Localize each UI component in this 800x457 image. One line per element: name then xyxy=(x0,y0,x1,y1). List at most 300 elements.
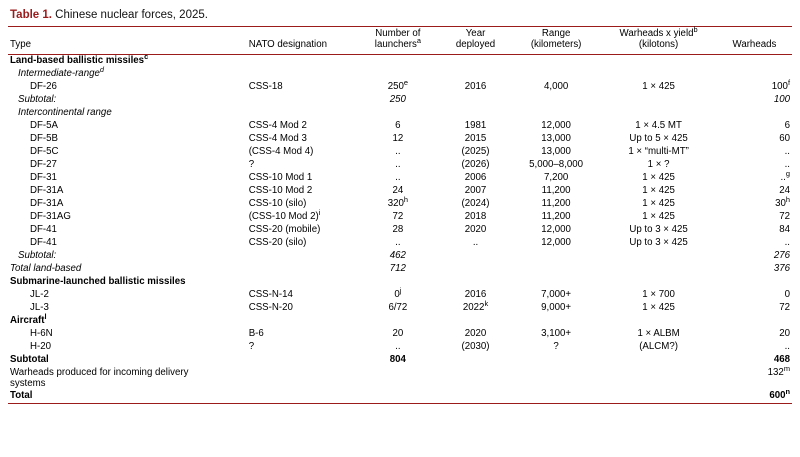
cell-nato-11 xyxy=(247,198,357,211)
cell-launchers-6 xyxy=(357,133,440,146)
cell-launchers-5-text: 6 xyxy=(395,119,401,131)
cell-launchers-15 xyxy=(357,250,440,263)
cell-warheads-15 xyxy=(717,250,792,263)
cell-yield-17 xyxy=(600,276,717,289)
cell-range-4 xyxy=(512,107,600,120)
cell-type-20-text: Aircraft xyxy=(10,314,45,326)
cell-range-19-text: 9,000+ xyxy=(541,301,572,313)
cell-yield-9 xyxy=(600,172,717,185)
cell-launchers-11 xyxy=(357,194,440,211)
cell-nato-10-text: CSS-10 Mod 2 xyxy=(248,184,313,196)
cell-warheads-17 xyxy=(717,276,792,289)
cell-nato-17 xyxy=(247,276,357,289)
table-row xyxy=(8,315,792,328)
cell-yield-3 xyxy=(600,94,717,107)
cell-year-2 xyxy=(439,81,512,94)
column-header-range xyxy=(512,27,600,54)
cell-type-9 xyxy=(8,172,247,185)
footnote-marker-h: h xyxy=(785,194,790,204)
table-row xyxy=(8,390,792,403)
cell-type-12-text: DF-31AG xyxy=(30,210,71,222)
cell-yield-22-text: (ALCM?) xyxy=(639,340,678,352)
cell-type-4 xyxy=(8,107,247,120)
table-row xyxy=(8,354,792,367)
table-row xyxy=(8,54,792,68)
cell-nato-13-text: CSS-20 (mobile) xyxy=(248,223,321,235)
cell-range-22 xyxy=(512,341,600,354)
cell-year-7-text: (2025) xyxy=(461,145,490,157)
cell-year-17 xyxy=(439,276,512,289)
cell-warheads-0 xyxy=(717,54,792,68)
cell-type-22 xyxy=(8,341,247,354)
cell-warheads-7 xyxy=(717,146,792,159)
cell-year-11-text: (2024) xyxy=(461,197,490,209)
cell-nato-25 xyxy=(247,390,357,403)
cell-type-15-text: Subtotal: xyxy=(18,249,57,261)
cell-warheads-6-text: 60 xyxy=(779,132,790,144)
cell-launchers-14-text: .. xyxy=(395,236,401,248)
footnote-marker-n: n xyxy=(785,386,790,396)
cell-year-10-text: 2007 xyxy=(464,184,487,196)
cell-type-9-text: DF-31 xyxy=(30,171,57,183)
footnote-marker-b: b xyxy=(693,24,698,34)
cell-yield-4 xyxy=(600,107,717,120)
cell-yield-22 xyxy=(600,341,717,354)
cell-nato-7 xyxy=(247,146,357,159)
table-row xyxy=(8,289,792,302)
cell-nato-2 xyxy=(247,81,357,94)
cell-yield-6-text: Up to 5 × 425 xyxy=(629,132,688,144)
cell-yield-12-text: 1 × 425 xyxy=(642,210,675,222)
cell-nato-21-text: B-6 xyxy=(248,327,264,339)
cell-nato-5-text: CSS-4 Mod 2 xyxy=(248,119,307,131)
cell-type-21 xyxy=(8,328,247,341)
cell-nato-2-text: CSS-18 xyxy=(248,80,283,92)
cell-launchers-6-text: 12 xyxy=(392,132,404,144)
cell-yield-13-text: Up to 3 × 425 xyxy=(629,223,688,235)
cell-type-5-text: DF-5A xyxy=(30,119,58,131)
cell-launchers-22 xyxy=(357,341,440,354)
cell-launchers-12 xyxy=(357,211,440,224)
cell-warheads-4 xyxy=(717,107,792,120)
cell-yield-7 xyxy=(600,146,717,159)
cell-launchers-10 xyxy=(357,185,440,198)
cell-launchers-17 xyxy=(357,276,440,289)
table-row xyxy=(8,302,792,315)
cell-launchers-23 xyxy=(357,354,440,367)
cell-nato-0 xyxy=(247,54,357,68)
cell-yield-16 xyxy=(600,263,717,276)
cell-yield-7-text: 1 × “multi-MT” xyxy=(628,145,689,157)
cell-nato-14-text: CSS-20 (silo) xyxy=(248,236,307,248)
cell-launchers-16-text: 712 xyxy=(389,262,406,274)
cell-year-7 xyxy=(439,146,512,159)
column-header-year-line1: Year xyxy=(465,28,486,39)
cell-type-18 xyxy=(8,289,247,302)
cell-nato-7-text: (CSS-4 Mod 4) xyxy=(248,145,314,157)
footnote-marker-l: l xyxy=(44,311,47,321)
cell-type-0-text: Land-based ballistic missiles xyxy=(10,54,145,66)
cell-warheads-10 xyxy=(717,185,792,198)
cell-type-0 xyxy=(8,51,247,68)
table-row xyxy=(8,81,792,94)
cell-yield-8-text: 1 × ? xyxy=(647,158,670,170)
cell-launchers-11-text: 320 xyxy=(387,197,404,209)
cell-warheads-6 xyxy=(717,133,792,146)
cell-range-14 xyxy=(512,237,600,250)
cell-range-12 xyxy=(512,211,600,224)
cell-range-18 xyxy=(512,289,600,302)
cell-yield-19 xyxy=(600,302,717,315)
cell-type-11-text: DF-31A xyxy=(30,197,64,209)
cell-warheads-24 xyxy=(717,363,792,390)
cell-type-10 xyxy=(8,185,247,198)
cell-type-2 xyxy=(8,81,247,94)
cell-yield-8 xyxy=(600,159,717,172)
table-row xyxy=(8,185,792,198)
table-row xyxy=(8,120,792,133)
cell-yield-19-text: 1 × 425 xyxy=(642,301,675,313)
cell-type-23 xyxy=(8,354,247,367)
cell-yield-23 xyxy=(600,354,717,367)
cell-nato-8 xyxy=(247,159,357,172)
cell-yield-5 xyxy=(600,120,717,133)
column-header-yield-line1: Warheads x yield$^b$ xyxy=(619,24,698,39)
cell-type-6 xyxy=(8,133,247,146)
cell-yield-6 xyxy=(600,133,717,146)
cell-warheads-23-text: 468 xyxy=(773,353,790,365)
column-header-launchers-line2: launchers$^a$ xyxy=(374,36,421,51)
table-row xyxy=(8,211,792,224)
cell-year-12-text: 2018 xyxy=(464,210,487,222)
cell-type-6-text: DF-5B xyxy=(30,132,58,144)
footnote-marker-e: e xyxy=(403,77,409,87)
cell-warheads-18 xyxy=(717,289,792,302)
footnote-marker-g: g xyxy=(785,168,790,178)
cell-type-16-text: Total land-based xyxy=(10,262,82,274)
table-header-row xyxy=(8,27,792,54)
cell-year-13 xyxy=(439,224,512,237)
cell-year-3 xyxy=(439,94,512,107)
cell-warheads-22 xyxy=(717,341,792,354)
table-caption-text: Chinese nuclear forces, 2025. xyxy=(55,9,208,21)
cell-nato-13 xyxy=(247,224,357,237)
cell-launchers-23-text: 804 xyxy=(389,353,406,365)
cell-warheads-5-text: 6 xyxy=(784,119,790,131)
cell-type-13 xyxy=(8,224,247,237)
cell-yield-12 xyxy=(600,211,717,224)
cell-year-21-text: 2020 xyxy=(464,327,487,339)
cell-nato-22 xyxy=(247,341,357,354)
cell-yield-11-text: 1 × 425 xyxy=(642,197,675,209)
cell-type-12 xyxy=(8,211,247,224)
cell-nato-15 xyxy=(247,250,357,263)
cell-range-7 xyxy=(512,146,600,159)
cell-range-2 xyxy=(512,81,600,94)
cell-yield-10-text: 1 × 425 xyxy=(642,184,675,196)
column-header-yield-line2: (kilotons) xyxy=(638,39,679,51)
cell-launchers-8 xyxy=(357,159,440,172)
cell-nato-18 xyxy=(247,289,357,302)
column-header-type-label: Type xyxy=(10,39,32,51)
cell-range-0 xyxy=(512,54,600,68)
cell-yield-2 xyxy=(600,81,717,94)
cell-type-25 xyxy=(8,390,247,403)
cell-type-23-text: Subtotal xyxy=(10,353,49,365)
cell-range-15 xyxy=(512,250,600,263)
table-row xyxy=(8,94,792,107)
cell-nato-10 xyxy=(247,185,357,198)
cell-type-19-text: JL-3 xyxy=(30,301,49,313)
cell-launchers-16 xyxy=(357,263,440,276)
cell-range-22-text: ? xyxy=(553,340,559,352)
cell-nato-20 xyxy=(247,315,357,328)
cell-warheads-21-text: 20 xyxy=(779,327,790,339)
cell-range-11 xyxy=(512,198,600,211)
cell-year-14 xyxy=(439,237,512,250)
cell-launchers-25 xyxy=(357,390,440,403)
cell-yield-11 xyxy=(600,198,717,211)
table-bottom-rule xyxy=(8,403,792,404)
cell-warheads-23 xyxy=(717,354,792,367)
column-header-warheads-label: Warheads xyxy=(732,39,777,51)
cell-nato-19 xyxy=(247,302,357,315)
cell-launchers-4 xyxy=(357,107,440,120)
cell-range-19 xyxy=(512,302,600,315)
cell-warheads-18-text: 0 xyxy=(784,288,790,300)
table-row xyxy=(8,172,792,185)
cell-launchers-13-text: 28 xyxy=(392,223,404,235)
cell-year-1 xyxy=(439,68,512,81)
cell-type-13-text: DF-41 xyxy=(30,223,57,235)
cell-warheads-7-text: .. xyxy=(784,145,790,157)
footnote-marker-h: h xyxy=(403,194,409,204)
cell-launchers-10-text: 24 xyxy=(392,184,404,196)
cell-yield-9-text: 1 × 425 xyxy=(642,171,675,183)
cell-launchers-18 xyxy=(357,285,440,302)
cell-year-15 xyxy=(439,250,512,263)
cell-year-18-text: 2016 xyxy=(464,288,487,300)
cell-warheads-21 xyxy=(717,328,792,341)
cell-yield-14-text: Up to 3 × 425 xyxy=(629,236,688,248)
column-header-launchers xyxy=(357,27,440,54)
table-row xyxy=(8,341,792,354)
table-row xyxy=(8,68,792,81)
cell-yield-18-text: 1 × 700 xyxy=(642,288,675,300)
cell-range-9-text: 7,200 xyxy=(543,171,569,183)
column-header-type xyxy=(8,27,247,54)
cell-type-2-text: DF-26 xyxy=(30,80,57,92)
cell-year-22 xyxy=(439,341,512,354)
cell-range-9 xyxy=(512,172,600,185)
cell-warheads-19 xyxy=(717,302,792,315)
cell-yield-14 xyxy=(600,237,717,250)
cell-warheads-13-text: 84 xyxy=(779,223,790,235)
cell-year-2-text: 2016 xyxy=(464,80,487,92)
cell-launchers-21-text: 20 xyxy=(392,327,404,339)
cell-type-4-text: Intercontinental range xyxy=(18,106,112,118)
cell-launchers-9 xyxy=(357,172,440,185)
cell-year-19 xyxy=(439,298,512,315)
column-header-launchers-line1: Number of xyxy=(375,28,421,39)
cell-nato-3 xyxy=(247,94,357,107)
cell-yield-0 xyxy=(600,54,717,68)
cell-yield-21 xyxy=(600,328,717,341)
cell-launchers-2-text: 250 xyxy=(387,80,404,92)
cell-year-23 xyxy=(439,354,512,367)
footnote-marker-i: i xyxy=(318,207,321,217)
cell-year-8 xyxy=(439,159,512,172)
cell-range-12-text: 11,200 xyxy=(541,210,571,222)
cell-launchers-5 xyxy=(357,120,440,133)
cell-range-13-text: 12,000 xyxy=(541,223,571,235)
cell-range-2-text: 4,000 xyxy=(543,80,569,92)
cell-nato-14 xyxy=(247,237,357,250)
cell-range-24 xyxy=(512,367,600,390)
cell-range-17 xyxy=(512,276,600,289)
footnote-marker-j: j xyxy=(399,285,402,295)
cell-warheads-1 xyxy=(717,68,792,81)
cell-nato-6-text: CSS-4 Mod 3 xyxy=(248,132,307,144)
cell-type-5 xyxy=(8,120,247,133)
cell-launchers-21 xyxy=(357,328,440,341)
table-header xyxy=(8,24,792,55)
footnote-marker-f: f xyxy=(787,77,790,87)
cell-year-25 xyxy=(439,390,512,403)
cell-launchers-22-text: .. xyxy=(395,340,401,352)
cell-range-6-text: 13,000 xyxy=(541,132,571,144)
cell-year-9 xyxy=(439,172,512,185)
cell-yield-2-text: 1 × 425 xyxy=(642,80,675,92)
cell-yield-10 xyxy=(600,185,717,198)
cell-warheads-2-text: 100 xyxy=(771,80,788,92)
cell-launchers-9-text: .. xyxy=(395,171,401,183)
column-header-year xyxy=(439,27,512,54)
cell-warheads-19-text: 72 xyxy=(779,301,790,313)
cell-launchers-1 xyxy=(357,68,440,81)
cell-year-5 xyxy=(439,120,512,133)
cell-warheads-5 xyxy=(717,120,792,133)
cell-range-13 xyxy=(512,224,600,237)
cell-range-20 xyxy=(512,315,600,328)
cell-year-5-text: 1981 xyxy=(464,119,487,131)
cell-year-6-text: 2015 xyxy=(464,132,487,144)
cell-launchers-12-text: 72 xyxy=(392,210,404,222)
cell-range-10-text: 11,200 xyxy=(541,184,571,196)
cell-type-7 xyxy=(8,146,247,159)
cell-yield-24 xyxy=(600,367,717,390)
footnote-marker-a: a xyxy=(416,36,421,46)
cell-warheads-24-text: 132 xyxy=(767,366,784,378)
cell-launchers-14 xyxy=(357,237,440,250)
cell-yield-13 xyxy=(600,224,717,237)
cell-range-5 xyxy=(512,120,600,133)
cell-range-1 xyxy=(512,68,600,81)
cell-warheads-16-text: 376 xyxy=(773,262,790,274)
cell-launchers-19 xyxy=(357,302,440,315)
cell-launchers-15-text: 462 xyxy=(389,249,406,261)
cell-warheads-2 xyxy=(717,77,792,94)
cell-type-22-text: H-20 xyxy=(30,340,51,352)
cell-yield-1 xyxy=(600,68,717,81)
cell-warheads-25-text: 600 xyxy=(769,390,786,401)
cell-year-20 xyxy=(439,315,512,328)
cell-nato-4 xyxy=(247,107,357,120)
cell-type-15 xyxy=(8,250,247,263)
cell-range-7-text: 13,000 xyxy=(541,145,571,157)
footnote-marker-k: k xyxy=(484,298,489,308)
footnote-marker-m: m xyxy=(783,363,790,373)
table-row xyxy=(8,107,792,120)
table-row xyxy=(8,159,792,172)
table-row xyxy=(8,146,792,159)
cell-launchers-0 xyxy=(357,54,440,68)
cell-warheads-11-text: 30 xyxy=(775,197,786,209)
cell-year-22-text: (2030) xyxy=(461,340,490,352)
cell-type-24-line2: systems xyxy=(10,378,46,390)
cell-launchers-13 xyxy=(357,224,440,237)
footnote-marker-c: c xyxy=(144,51,149,61)
cell-range-21-text: 3,100+ xyxy=(541,327,572,339)
cell-year-11 xyxy=(439,198,512,211)
cell-type-17 xyxy=(8,276,247,289)
cell-nato-18-text: CSS-N-14 xyxy=(248,288,293,300)
cell-type-3 xyxy=(8,94,247,107)
cell-type-20 xyxy=(8,311,247,328)
cell-type-17-text: Submarine-launched ballistic missiles xyxy=(10,275,186,287)
table-row xyxy=(8,250,792,263)
cell-yield-21-text: 1 × ALBM xyxy=(637,327,680,339)
cell-launchers-7-text: .. xyxy=(395,145,401,157)
cell-warheads-25 xyxy=(717,386,792,403)
column-header-warheads xyxy=(717,27,792,54)
cell-nato-12-text: (CSS-10 Mod 2) xyxy=(248,210,319,222)
cell-range-5-text: 12,000 xyxy=(541,119,571,131)
cell-type-24-text: Warheads produced for incoming delivery xyxy=(10,366,189,378)
cell-launchers-2 xyxy=(357,77,440,94)
cell-warheads-8 xyxy=(717,159,792,172)
cell-nato-22-text: ? xyxy=(248,340,255,352)
cell-warheads-12-text: 72 xyxy=(779,210,790,222)
cell-type-1-text: Intermediate-range xyxy=(18,67,100,79)
cell-nato-8-text: ? xyxy=(248,158,255,170)
table-row xyxy=(8,328,792,341)
cell-nato-6 xyxy=(247,133,357,146)
table-label: Table 1. xyxy=(10,9,52,21)
cell-launchers-19-text: 6/72 xyxy=(388,301,408,313)
column-header-year-line2: deployed xyxy=(455,39,496,51)
cell-launchers-20 xyxy=(357,315,440,328)
nuclear-forces-table xyxy=(8,26,792,403)
cell-range-8-text: 5,000–8,000 xyxy=(529,158,584,170)
cell-launchers-7 xyxy=(357,146,440,159)
cell-warheads-14 xyxy=(717,237,792,250)
cell-warheads-11 xyxy=(717,194,792,211)
cell-type-8 xyxy=(8,159,247,172)
cell-nato-9-text: CSS-10 Mod 1 xyxy=(248,171,313,183)
cell-type-18-text: JL-2 xyxy=(30,288,49,300)
cell-warheads-22-text: .. xyxy=(784,340,790,352)
column-header-range-line1: Range xyxy=(541,28,571,39)
cell-nato-9 xyxy=(247,172,357,185)
column-header-yield xyxy=(600,24,717,54)
table-row xyxy=(8,133,792,146)
cell-warheads-3 xyxy=(717,94,792,107)
cell-year-18 xyxy=(439,289,512,302)
cell-warheads-10-text: 24 xyxy=(779,184,790,196)
cell-type-8-text: DF-27 xyxy=(30,158,57,170)
cell-range-23 xyxy=(512,354,600,367)
